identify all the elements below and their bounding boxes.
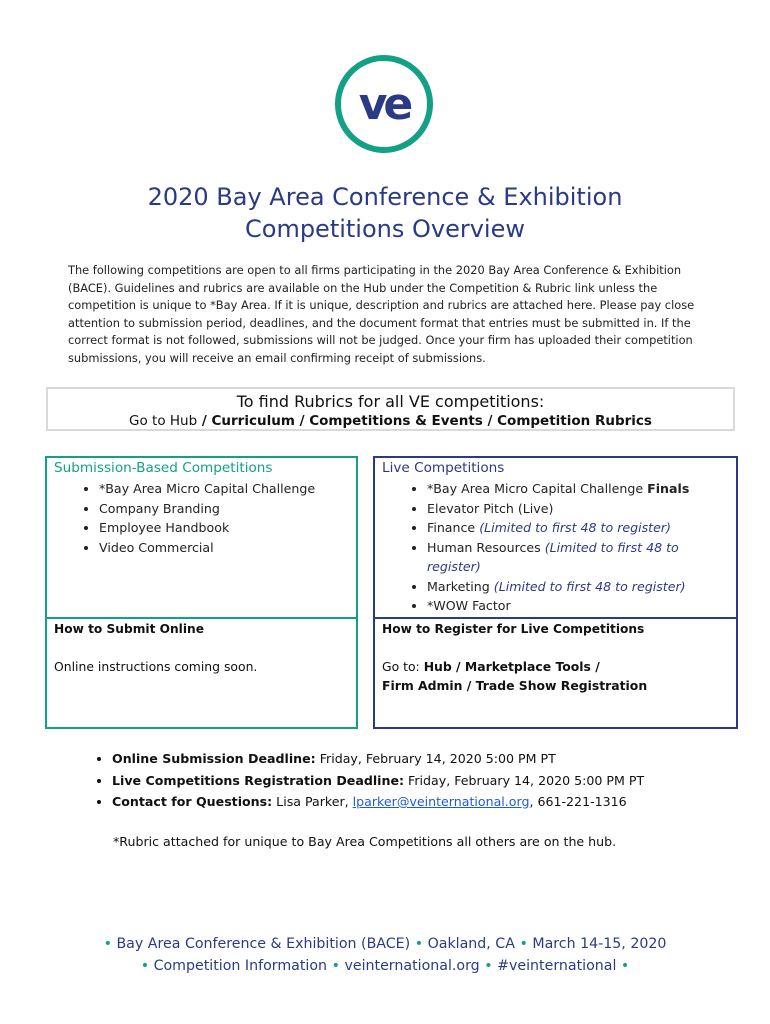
rubrics-path-links: / Curriculum / Competitions & Events / Competition Rubrics bbox=[197, 413, 652, 429]
live-list bbox=[375, 479, 736, 616]
list-item: • Employee Handbook bbox=[99, 518, 356, 538]
ve-logo-icon bbox=[333, 53, 435, 155]
list-item: • Marketing (Limited to first 48 to register) bbox=[427, 577, 736, 597]
rubrics-path-prefix: Go to Hub bbox=[129, 413, 198, 429]
submission-list bbox=[47, 479, 356, 557]
deadlines-list bbox=[92, 748, 644, 813]
rubrics-heading: To find Rubrics for all VE competitions: bbox=[236, 392, 545, 411]
ve-logo bbox=[333, 53, 435, 155]
how-to-register-panel bbox=[373, 617, 738, 729]
limit-note: (Limited to first 48 to register) bbox=[479, 520, 671, 535]
footer-website[interactable]: veinternational.org bbox=[344, 958, 480, 974]
intro-paragraph: The following competitions are open to all firms participating in the 2020 Bay Area Conference & Exhibition (BACE). Guidelines and rubrics are available on the Hub under the Competition & Rubric link unless the competition is unique to *Bay Area. If it is unique, description and rubrics are attached here. Please pay close attention to submission period, deadlines, and the document format that entries must be submitted in. If the correct format is not followed, submissions will not be judged. Once your firm has uploaded their competition submissions, you will receive an email confirming receipt of submissions. bbox=[68, 263, 695, 365]
how-to-register-title: How to Register for Live Competitions bbox=[382, 622, 645, 636]
submission-competitions-panel bbox=[45, 456, 358, 619]
limit-note: (Limited to first 48 to register) bbox=[493, 578, 686, 594]
submission-panel-title: Submission-Based Competitions bbox=[54, 460, 273, 476]
page-title-line2: Competitions Overview bbox=[245, 215, 525, 243]
live-panel-title: Live Competitions bbox=[382, 460, 505, 476]
contact-email-link[interactable]: lparker@veinternational.org bbox=[352, 794, 530, 809]
list-item: • Human Resources (Limited to first 48 to register) bbox=[427, 538, 736, 577]
list-item: • Elevator Pitch (Live) bbox=[427, 499, 736, 519]
list-item: • Video Commercial bbox=[99, 538, 356, 558]
rubrics-box bbox=[46, 387, 735, 431]
list-item: • *Bay Area Micro Capital Challenge Finals bbox=[427, 479, 736, 499]
footer-hashtag: #veinternational bbox=[497, 958, 617, 974]
svg-text:ve: ve bbox=[358, 79, 410, 130]
footer-line2: • Competition Information • veinternational.org • #veinternational • bbox=[140, 958, 630, 974]
deadline-item: • Live Competitions Registration Deadline: Friday, February 14, 2020 5:00 PM PT bbox=[112, 770, 644, 792]
footer-line1: • Bay Area Conference & Exhibition (BACE) • Oakland, CA • March 14-15, 2020 bbox=[103, 936, 667, 952]
contact-item: • Contact for Questions: Lisa Parker, lparker@veinternational.org, 661-221-1316 bbox=[112, 791, 644, 813]
how-to-register-text: Go to: Hub / Marketplace Tools / Firm Admin / Trade Show Registration bbox=[382, 659, 648, 693]
deadline-item: • Online Submission Deadline: Friday, February 14, 2020 5:00 PM PT bbox=[112, 748, 644, 770]
how-to-submit-panel bbox=[45, 617, 358, 729]
list-item: • *WOW Factor bbox=[427, 596, 736, 616]
live-competitions-panel bbox=[373, 456, 738, 619]
how-to-submit-title: How to Submit Online bbox=[54, 622, 204, 636]
list-item: • Finance (Limited to first 48 to register) bbox=[427, 518, 736, 538]
how-to-submit-text: Online instructions coming soon. bbox=[54, 659, 258, 674]
page-title-line1: 2020 Bay Area Conference & Exhibition bbox=[147, 183, 623, 211]
limit-note: (Limited to first 48 to register) bbox=[427, 539, 679, 574]
list-item: • *Bay Area Micro Capital Challenge bbox=[99, 479, 356, 499]
list-item: • Company Branding bbox=[99, 499, 356, 519]
rubrics-path bbox=[48, 412, 733, 430]
rubric-footnote: *Rubric attached for unique to Bay Area Competitions all others are on the hub. bbox=[113, 834, 617, 849]
